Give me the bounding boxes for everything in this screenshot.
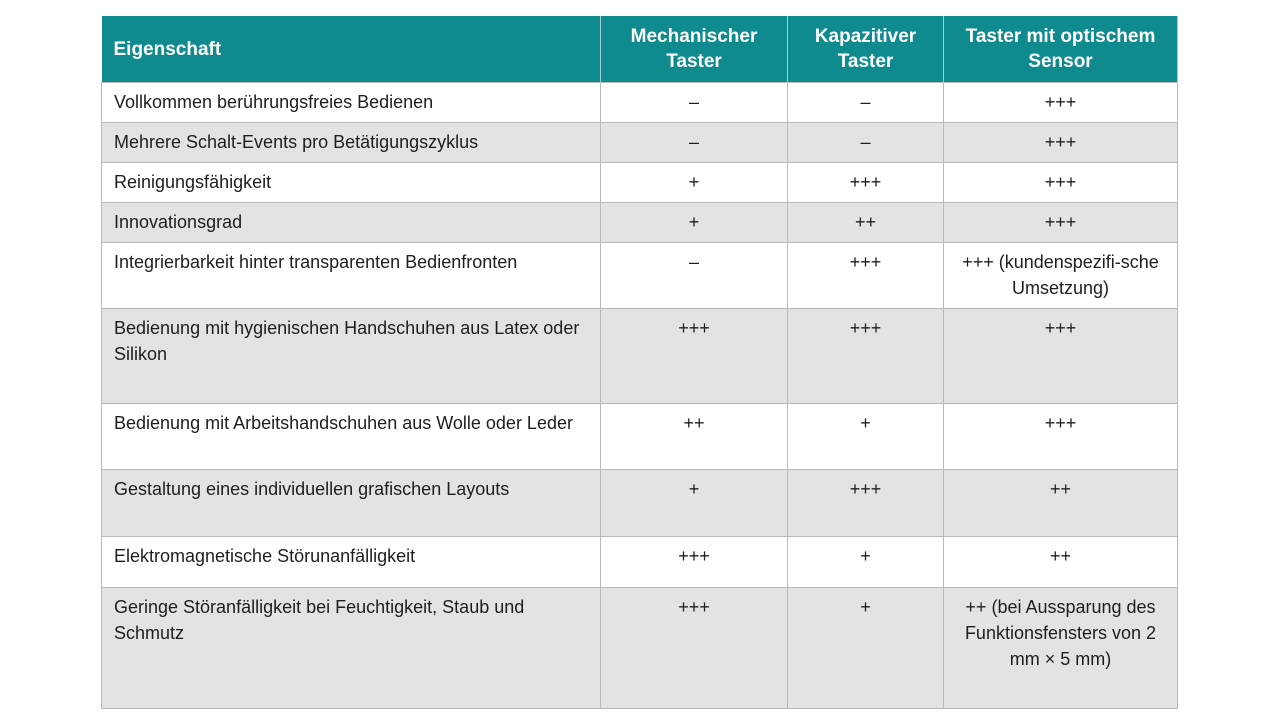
table-row: [102, 470, 1178, 537]
cell-optical: +++: [944, 203, 1178, 243]
table-row: [102, 83, 1178, 123]
cell-property: Mehrere Schalt-Events pro Betätigungszyklus: [102, 123, 601, 163]
cell-mechanical: +: [601, 203, 788, 243]
table-header: [102, 16, 1178, 83]
header-property: Eigenschaft: [102, 16, 601, 83]
comparison-table-container: [101, 16, 1177, 709]
cell-capacitive: +++: [788, 163, 944, 203]
cell-mechanical: –: [601, 83, 788, 123]
cell-mechanical: –: [601, 243, 788, 309]
cell-property: Vollkommen berührungsfreies Bedienen: [102, 83, 601, 123]
cell-property: Reinigungsfähigkeit: [102, 163, 601, 203]
table-row: [102, 243, 1178, 309]
table-row: [102, 537, 1178, 588]
table-row: [102, 588, 1178, 709]
cell-optical: ++: [944, 470, 1178, 537]
cell-optical: ++ (bei Aussparung des Funktionsfensters von 2 mm × 5 mm): [944, 588, 1178, 709]
cell-property: Integrierbarkeit hinter transparenten Bedienfronten: [102, 243, 601, 309]
cell-optical: ++: [944, 537, 1178, 588]
cell-mechanical: +++: [601, 309, 788, 404]
table-row: [102, 203, 1178, 243]
header-row: [102, 16, 1178, 83]
cell-capacitive: –: [788, 123, 944, 163]
cell-capacitive: +: [788, 537, 944, 588]
cell-mechanical: –: [601, 123, 788, 163]
cell-capacitive: +: [788, 588, 944, 709]
cell-optical: +++: [944, 309, 1178, 404]
header-mechanical: Mechanischer Taster: [601, 16, 788, 83]
table-row: [102, 163, 1178, 203]
cell-property: Geringe Störanfälligkeit bei Feuchtigkeit, Staub und Schmutz: [102, 588, 601, 709]
table-row: [102, 404, 1178, 470]
cell-capacitive: +++: [788, 470, 944, 537]
table-row: [102, 123, 1178, 163]
cell-capacitive: +: [788, 404, 944, 470]
cell-capacitive: +++: [788, 309, 944, 404]
cell-property: Innovationsgrad: [102, 203, 601, 243]
cell-mechanical: +++: [601, 588, 788, 709]
comparison-table: [101, 16, 1178, 709]
cell-property: Bedienung mit hygienischen Handschuhen aus Latex oder Silikon: [102, 309, 601, 404]
cell-mechanical: +: [601, 470, 788, 537]
cell-optical: +++ (kundenspezifi-sche Umsetzung): [944, 243, 1178, 309]
cell-mechanical: ++: [601, 404, 788, 470]
cell-property: Bedienung mit Arbeitshandschuhen aus Wolle oder Leder: [102, 404, 601, 470]
cell-property: Gestaltung eines individuellen grafischen Layouts: [102, 470, 601, 537]
cell-capacitive: –: [788, 83, 944, 123]
cell-property: Elektromagnetische Störunanfälligkeit: [102, 537, 601, 588]
cell-mechanical: +: [601, 163, 788, 203]
cell-optical: +++: [944, 123, 1178, 163]
table-row: [102, 309, 1178, 404]
header-optical: Taster mit optischem Sensor: [944, 16, 1178, 83]
cell-mechanical: +++: [601, 537, 788, 588]
header-capacitive: Kapazitiver Taster: [788, 16, 944, 83]
cell-optical: +++: [944, 404, 1178, 470]
cell-capacitive: +++: [788, 243, 944, 309]
table-body: [102, 83, 1178, 709]
cell-capacitive: ++: [788, 203, 944, 243]
cell-optical: +++: [944, 163, 1178, 203]
cell-optical: +++: [944, 83, 1178, 123]
